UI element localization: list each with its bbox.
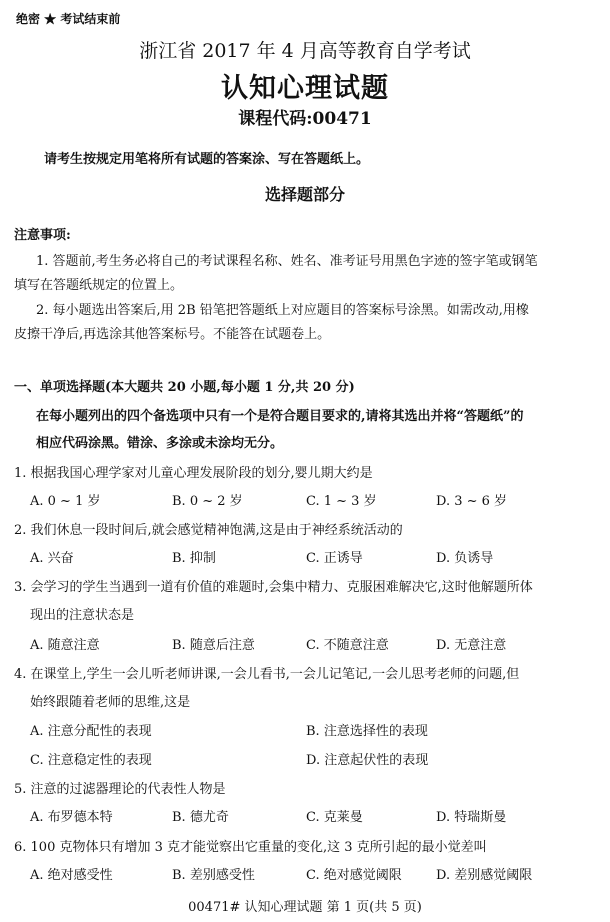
note-1-line-1: 1. 答题前,考生务必将自己的考试课程名称、姓名、准考证号用黑色字迹的签字笔或钢笔 (36, 254, 538, 269)
instruction: 请考生按规定用笔将所有试题的答案涂、写在答题纸上。 (44, 152, 370, 167)
question-6-stem: 6. 100 克物体只有增加 3 克才能觉察出它重量的变化,这 3 克所引起的最小觉差叫 (14, 840, 487, 855)
question-3-option-a: A. 随意注意 (30, 638, 100, 653)
section-title: 选择题部分 (264, 185, 345, 204)
question-1-option-a: A. 0 ~ 1 岁 (30, 494, 101, 509)
question-2-option-a: A. 兴奋 (30, 551, 74, 566)
course-code: 课程代码:00471 (238, 109, 372, 129)
note-2-line-1: 2. 每小题选出答案后,用 2B 铅笔把答题纸上对应题目的答案标号涂黑。如需改动,用橡 (36, 303, 529, 318)
question-5-option-d: D. 特瑞斯曼 (436, 810, 507, 825)
question-3-stem-line-2: 现出的注意状态是 (30, 608, 135, 623)
question-3-option-d: D. 无意注意 (436, 638, 507, 653)
question-4-option-a: A. 注意分配性的表现 (30, 724, 152, 739)
question-5-option-a: A. 布罗德本特 (30, 810, 113, 825)
part1-heading: 一、单项选择题(本大题共 20 小题,每小题 1 分,共 20 分) (14, 380, 355, 395)
question-4-option-d: D. 注意起伏性的表现 (306, 753, 429, 768)
question-4-option-b: B. 注意选择性的表现 (306, 724, 428, 739)
subject-title: 认知心理试题 (221, 73, 389, 104)
question-5-stem: 5. 注意的过滤器理论的代表性人物是 (14, 782, 226, 797)
exam-title: 浙江省 2017 年 4 月高等教育自学考试 (139, 40, 471, 62)
question-6-option-a: A. 绝对感受性 (30, 868, 113, 883)
note-1-line-2: 填写在答题纸规定的位置上。 (14, 278, 184, 293)
part1-desc-line-1: 在每小题列出的四个备选项中只有一个是符合题目要求的,请将其选出并将“答题纸”的 (36, 409, 524, 424)
notes-heading: 注意事项: (14, 228, 71, 243)
question-3-option-c: C. 不随意注意 (306, 638, 389, 653)
question-2-option-d: D. 负诱导 (436, 551, 494, 566)
question-6-option-b: B. 差别感受性 (172, 868, 255, 883)
note-2-line-2: 皮擦干净后,再选涂其他答案标号。不能答在试题卷上。 (14, 327, 331, 342)
question-6-option-c: C. 绝对感觉阈限 (306, 868, 402, 883)
question-3-stem-line-1: 3. 会学习的学生当遇到一道有价值的难题时,会集中精力、克服困难解决它,这时他解题所体 (14, 580, 533, 595)
question-5-option-c: C. 克莱曼 (306, 810, 363, 825)
question-2-stem: 2. 我们休息一段时间后,就会感觉精神饱满,这是由于神经系统活动的 (14, 523, 403, 538)
part1-desc-line-2: 相应代码涂黑。错涂、多涂或未涂均无分。 (36, 436, 284, 451)
question-1-stem: 1. 根据我国心理学家对儿童心理发展阶段的划分,婴儿期大约是 (14, 466, 373, 481)
question-1-option-b: B. 0 ~ 2 岁 (172, 494, 243, 509)
question-1-option-c: C. 1 ~ 3 岁 (306, 494, 377, 509)
confidential-mark: 绝密 ★ 考试结束前 (16, 12, 121, 26)
question-1-option-d: D. 3 ~ 6 岁 (436, 494, 508, 509)
question-4-option-c: C. 注意稳定性的表现 (30, 753, 152, 768)
question-2-option-c: C. 正诱导 (306, 551, 363, 566)
question-6-option-d: D. 差别感觉阈限 (436, 868, 533, 883)
question-2-option-b: B. 抑制 (172, 551, 216, 566)
page-footer: 00471# 认知心理试题 第 1 页(共 5 页) (188, 900, 422, 915)
question-4-stem-line-2: 始终跟随着老师的思维,这是 (30, 695, 191, 710)
question-4-stem-line-1: 4. 在课堂上,学生一会儿听老师讲课,一会儿看书,一会儿记笔记,一会儿思考老师的问题,但 (14, 667, 520, 682)
question-3-option-b: B. 随意后注意 (172, 638, 255, 653)
question-5-option-b: B. 德尤奇 (172, 810, 229, 825)
